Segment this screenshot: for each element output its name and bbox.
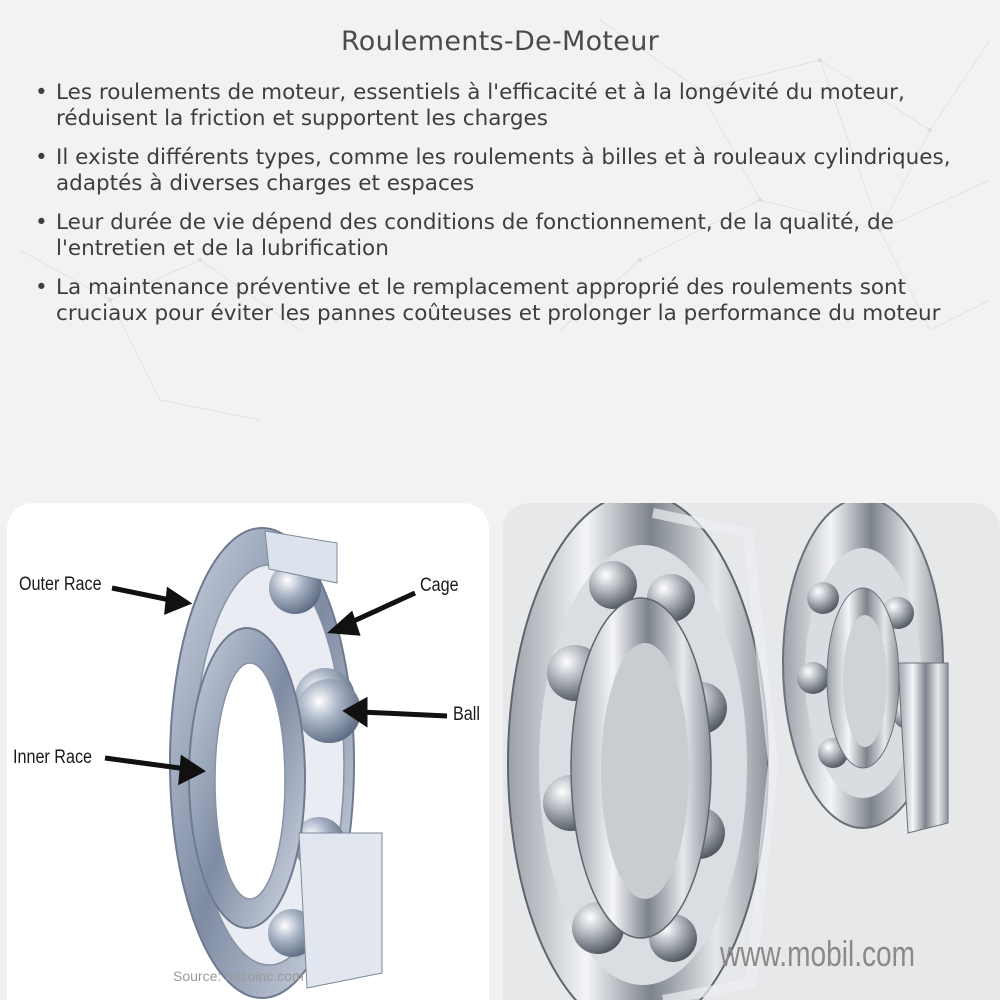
bullet-dot: •: [35, 145, 48, 170]
bearing-diagram-panel: [7, 503, 489, 1000]
bullet-text: Les roulements de moteur, essentiels à l'efficacité et à la longévité du moteur, réduisent la friction et supportent les charges: [56, 80, 905, 131]
bullet-text: Leur durée de vie dépend des conditions de fonctionnement, de la qualité, de l'entretien et de la lubrification: [56, 210, 894, 261]
label-ball: Ball: [453, 704, 480, 725]
page-title: Roulements-De-Moteur: [340, 26, 660, 57]
bullet-item: [30, 80, 980, 132]
bullet-item: [30, 145, 980, 197]
label-outer-race: Outer Race: [19, 574, 102, 595]
bullet-dot: •: [35, 80, 48, 105]
bullet-list: [30, 80, 980, 340]
image-source-credit: Source: hecoinc.com: [173, 968, 304, 984]
bullet-item: [30, 210, 980, 262]
bearing-photo-illustration: [503, 503, 1000, 1000]
bullet-text: La maintenance préventive et le remplacement approprié des roulements sont cruciaux pour éviter les pannes coûteuses et prolonger la performance du moteur: [56, 275, 941, 326]
bullet-text: Il existe différents types, comme les roulements à billes et à rouleaux cylindriques, adaptés à diverses charges et espaces: [56, 145, 951, 196]
label-cage: Cage: [420, 575, 459, 596]
bearing-photo-panel: [503, 503, 1000, 1000]
photo-watermark: www.mobil.com: [720, 933, 916, 974]
bullet-dot: •: [35, 275, 48, 300]
bullet-dot: •: [35, 210, 48, 235]
label-inner-race: Inner Race: [13, 747, 93, 768]
bullet-item: [30, 275, 980, 327]
